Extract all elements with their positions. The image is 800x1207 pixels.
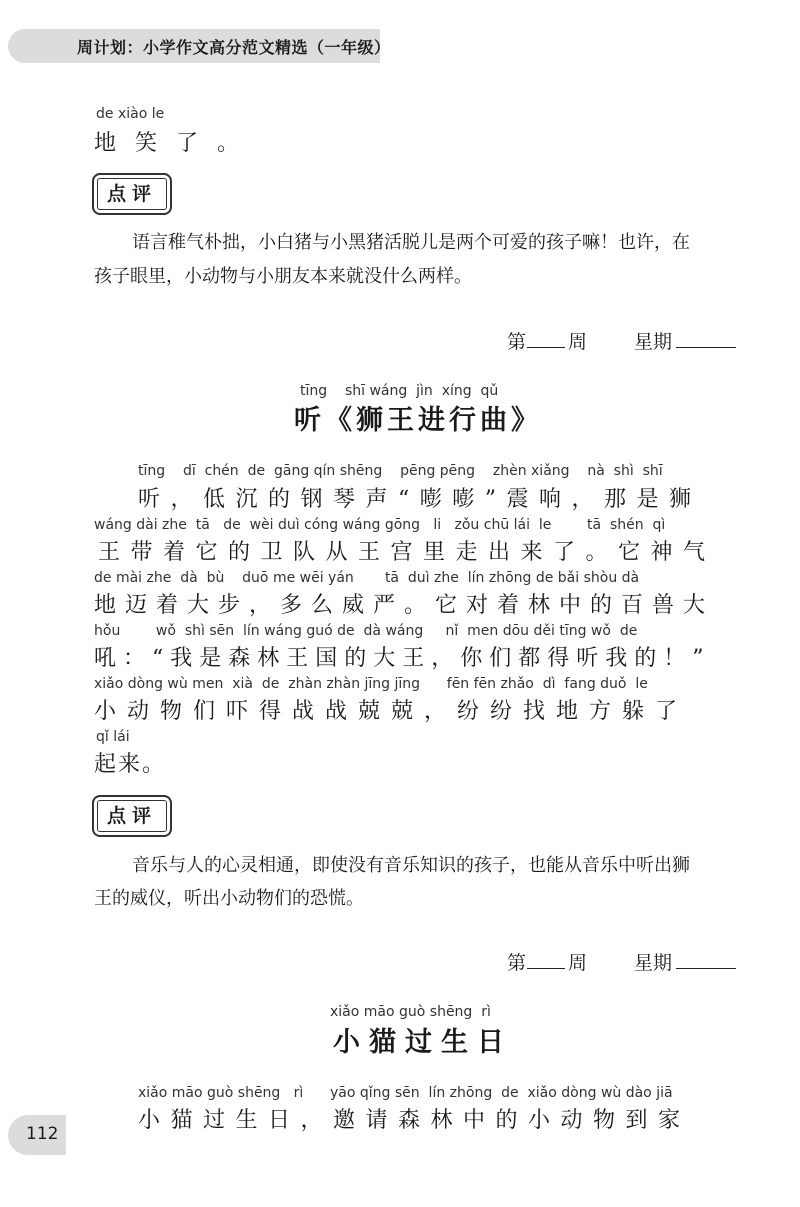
story-title-pinyin: tīng shī wáng jìn xíng qǔ xyxy=(300,383,499,399)
pinyin-line: xiǎo māo guò shēng rì yāo qǐng sēn lín zhōng de xiǎo dòng wù dào jiā xyxy=(138,1085,673,1101)
comment-text-line: 孩子眼里，小动物与小朋友本来就没什么两样。 xyxy=(94,266,472,287)
page-number-tab xyxy=(8,1115,66,1155)
weekday-blank xyxy=(676,967,736,969)
comment-text-line: 王的威仪，听出小动物们的恐慌。 xyxy=(94,888,364,909)
prev-text: 地 笑 了 。 xyxy=(94,131,245,156)
week-blank xyxy=(527,967,565,969)
prev-pinyin: de xiào le xyxy=(96,106,165,122)
text-line: 小动物们吓得战战兢兢，纷纷找地方躲了 xyxy=(94,699,689,724)
pinyin-line: hǒu wǒ shì sēn lín wáng guó de dà wáng nǐ men dōu děi tīng wǒ de xyxy=(94,623,638,639)
weekday-blank xyxy=(676,346,736,348)
comment-text-line: 音乐与人的心灵相通，即使没有音乐知识的孩子，也能从音乐中听出狮 xyxy=(132,855,690,876)
pinyin-line: wáng dài zhe tā de wèi duì cóng wáng gōng li zǒu chū lái le tā shén qì xyxy=(94,517,666,533)
pinyin-line: xiǎo dòng wù men xià de zhàn zhàn jīng jīng fēn fēn zhǎo dì fang duǒ le xyxy=(94,676,648,692)
week-label: 周 xyxy=(568,331,588,353)
story-title: 听《狮王进行曲》 xyxy=(294,405,542,436)
comment-badge xyxy=(92,795,172,837)
page-number: 112 xyxy=(26,1124,59,1144)
text-line: 吼：“我是森林王国的大王，你们都得听我的！” xyxy=(94,646,711,671)
pinyin-line: tīng dī chén de gāng qín shēng pēng pēng zhèn xiǎng nà shì shī xyxy=(138,463,663,479)
week-label: 周 xyxy=(568,952,588,974)
text-line: 小猫过生日，邀请森林中的小动物到家 xyxy=(138,1108,691,1133)
header-title: 周计划：小学作文高分范文精选（一年级） xyxy=(77,38,391,57)
comment-badge xyxy=(92,173,172,215)
text-line: 王带着它的卫队从王宫里走出来了。它神气 xyxy=(98,540,716,565)
weekday-label: 星期 xyxy=(634,952,673,974)
weekday-label: 星期 xyxy=(634,331,673,353)
week-label: 第 xyxy=(507,331,527,353)
story-title: 小猫过生日 xyxy=(333,1027,513,1058)
text-line: 起来。 xyxy=(94,752,167,777)
comment-text-line: 语言稚气朴拙，小白猪与小黑猪活脱儿是两个可爱的孩子嘛！也许，在 xyxy=(132,232,690,253)
pinyin-line: qǐ lái xyxy=(96,729,130,745)
text-line: 听，低沉的钢琴声“嘭嘭”震响，那是狮 xyxy=(138,487,702,512)
story-title-pinyin: xiǎo māo guò shēng rì xyxy=(330,1004,491,1020)
comment-badge-label: 点评 xyxy=(106,805,157,827)
pinyin-line: de mài zhe dà bù duō me wēi yán tā duì zhe lín zhōng de bǎi shòu dà xyxy=(94,570,640,586)
comment-badge-label: 点评 xyxy=(106,183,157,205)
week-blank xyxy=(527,346,565,348)
text-line: 地迈着大步，多么威严。它对着林中的百兽大 xyxy=(94,593,715,618)
week-label: 第 xyxy=(507,952,527,974)
